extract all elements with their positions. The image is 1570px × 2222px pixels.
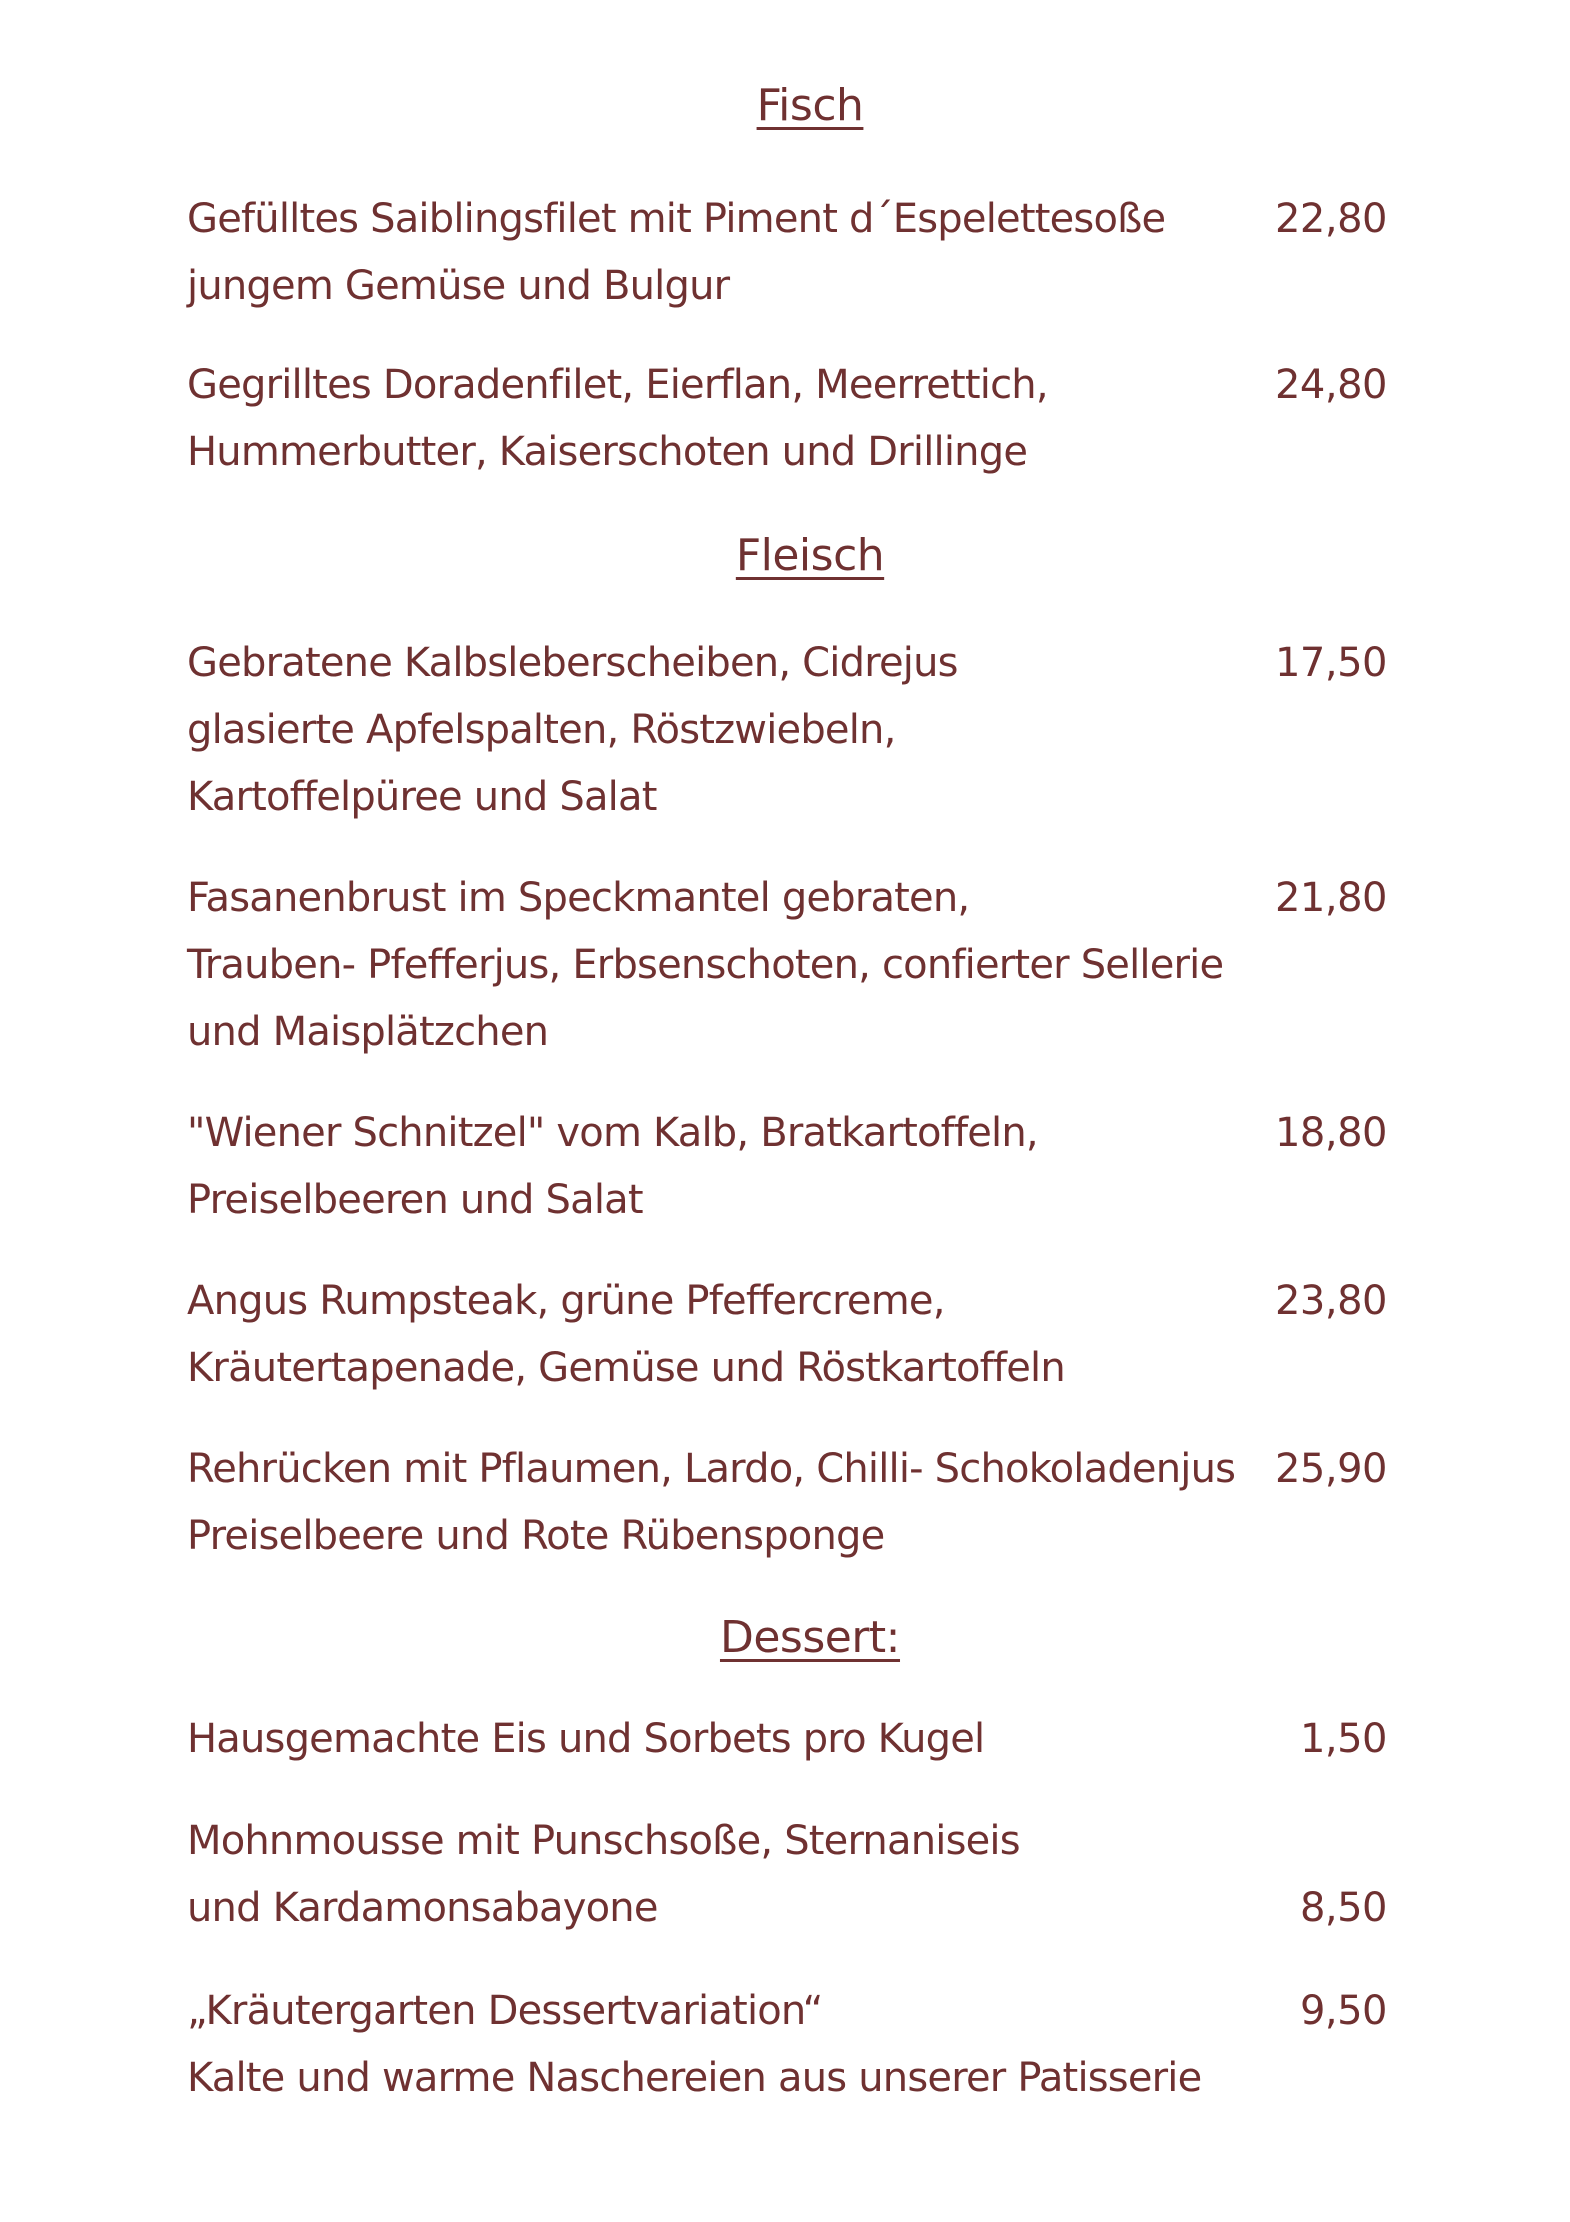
item-price: 8,50 xyxy=(1299,1885,1387,1931)
item-price: 1,50 xyxy=(1299,1716,1387,1762)
item-line: „Kräutergarten Dessertvariation“ xyxy=(187,1988,823,2034)
item-line: Angus Rumpsteak, grüne Pfeffercreme, xyxy=(187,1278,945,1324)
item-line: jungem Gemüse und Bulgur xyxy=(187,263,730,309)
item-line: Gegrilltes Doradenfilet, Eierflan, Meerrettich, xyxy=(187,362,1048,408)
item-price: 17,50 xyxy=(1274,640,1387,686)
item-line: Fasanenbrust im Speckmantel gebraten, xyxy=(187,875,970,921)
section-heading-dessert: Dessert: xyxy=(719,1612,901,1663)
item-price: 9,50 xyxy=(1299,1988,1387,2034)
item-line: Hausgemachte Eis und Sorbets pro Kugel xyxy=(187,1716,985,1762)
item-price: 25,90 xyxy=(1274,1446,1387,1492)
item-line: glasierte Apfelspalten, Röstzwiebeln, xyxy=(187,707,896,753)
item-line: Mohnmousse mit Punschsoße, Sternaniseis xyxy=(187,1818,1020,1864)
item-line: und Kardamonsabayone xyxy=(187,1885,658,1931)
item-line: Kartoffelpüree und Salat xyxy=(187,774,657,820)
item-line: und Maisplätzchen xyxy=(187,1009,549,1055)
item-price: 24,80 xyxy=(1274,362,1387,408)
item-line: Hummerbutter, Kaiserschoten und Drillinge xyxy=(187,429,1028,475)
item-line: Gefülltes Saiblingsfilet mit Piment d´Espelettesoße xyxy=(187,196,1166,242)
item-price: 23,80 xyxy=(1274,1278,1387,1324)
item-line: Preiselbeeren und Salat xyxy=(187,1177,643,1223)
item-line: "Wiener Schnitzel" vom Kalb, Bratkartoffeln, xyxy=(187,1110,1038,1156)
section-heading-fleisch: Fleisch xyxy=(735,530,885,581)
item-line: Preiselbeere und Rote Rübensponge xyxy=(187,1513,885,1559)
item-line: Kräutertapenade, Gemüse und Röstkartoffeln xyxy=(187,1345,1065,1391)
item-line: Kalte und warme Naschereien aus unserer Patisserie xyxy=(187,2055,1202,2101)
item-price: 18,80 xyxy=(1274,1110,1387,1156)
item-line: Trauben- Pfefferjus, Erbsenschoten, confierter Sellerie xyxy=(187,942,1224,988)
section-heading-fisch: Fisch xyxy=(756,80,864,131)
item-price: 21,80 xyxy=(1274,875,1387,921)
item-line: Gebratene Kalbsleberscheiben, Cidrejus xyxy=(187,640,958,686)
item-line: Rehrücken mit Pflaumen, Lardo, Chilli- Schokoladenjus xyxy=(187,1446,1236,1492)
item-price: 22,80 xyxy=(1274,196,1387,242)
